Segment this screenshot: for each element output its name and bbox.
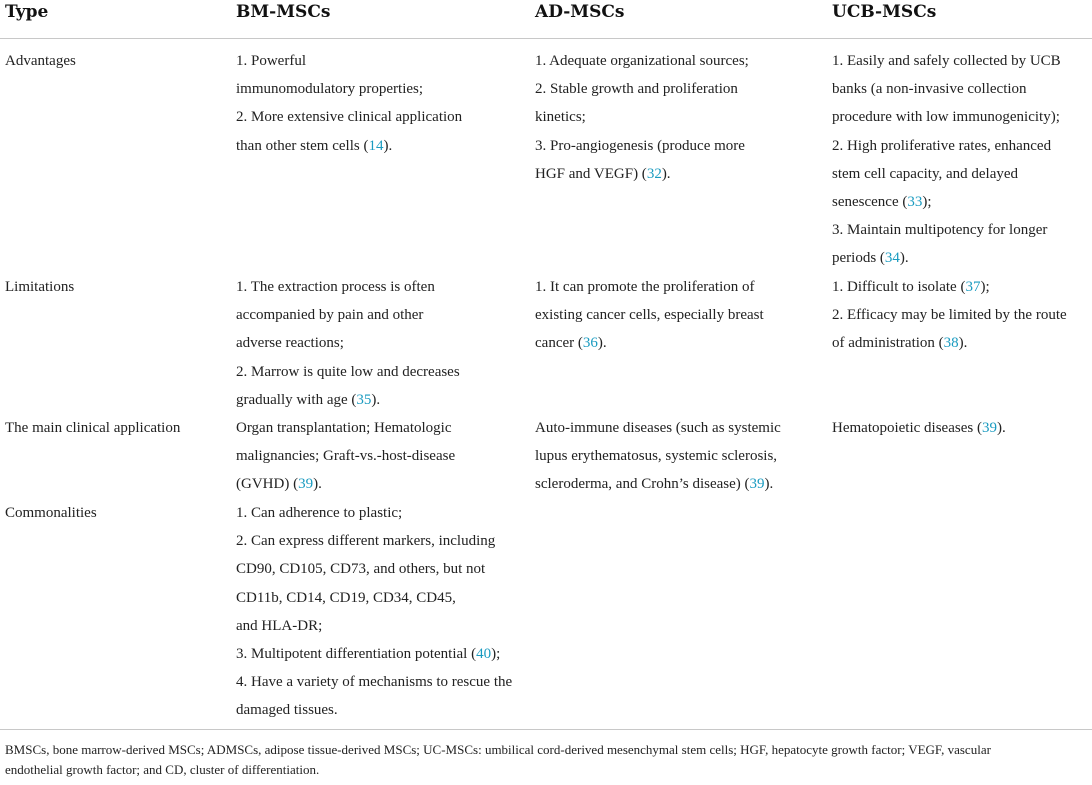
cell-advantages-ucb-mscs [832,47,1061,273]
text-segment: 4. Have a variety of mechanisms to rescue the [236,674,513,691]
text-segment: scleroderma, and Crohn’s disease) ( [535,476,750,493]
reference-link[interactable]: 33 [907,194,923,211]
table-header-row [0,0,1092,40]
cell-text-line [236,527,512,555]
cell-advantages-ad-mscs [535,47,749,188]
text-segment: Auto-immune diseases (such as systemic [535,420,781,436]
reference-link[interactable]: 32 [646,165,662,182]
cell-clinical-bm-mscs [236,414,455,499]
cell-text-line [832,414,1006,442]
reference-link[interactable]: 39 [298,476,314,493]
text-segment: kinetics; [535,109,586,126]
cell-text-line [832,188,1061,216]
text-segment: malignancies; Graft-vs.-host-disease [236,448,456,465]
text-segment: ). [958,335,968,352]
text-segment: ). [597,335,607,352]
footer-rule [0,729,1092,730]
cell-text-line [236,696,512,724]
cell-text-line [236,301,460,329]
cell-text-line [236,640,512,668]
footnote-line: endothelial growth factor; and CD, cluster of differentiation. [5,762,320,777]
reference-link[interactable]: 39 [981,420,997,436]
cell-limitations-ad-mscs [535,273,764,358]
cell-text-line [832,244,1061,272]
text-segment: of administration ( [832,335,944,352]
cell-text-line [535,329,764,357]
cell-text-line [236,612,512,640]
cell-clinical-ad-mscs [535,414,781,499]
row-label-advantages: Advantages [5,53,76,69]
reference-link[interactable]: 34 [884,250,900,267]
cell-text-line [236,75,462,103]
text-segment: ). [764,476,774,493]
cell-text-line [236,358,460,386]
cell-text-line [832,132,1061,160]
text-segment: HGF and VEGF) ( [535,165,647,182]
text-segment: 2. Can express different markers, including [236,533,496,550]
cell-text-line [832,301,1067,329]
cell-text-line [236,47,462,75]
text-segment: procedure with low immunogenicity); [832,109,1060,126]
header-rule [0,38,1092,39]
reference-link[interactable]: 38 [943,335,959,352]
cell-text-line [236,668,512,696]
cell-text-line [236,329,460,357]
text-segment: ); [922,194,932,211]
text-segment: CD90, CD105, CD73, and others, but not [236,561,486,578]
text-segment: 3. Multipotent differentiation potential ( [236,646,477,663]
reference-link[interactable]: 14 [368,137,384,154]
text-segment: 1. Easily and safely collected by UCB [832,53,1061,69]
header-ad-mscs: AD-MSCs [535,2,625,22]
cell-text-line [832,273,1067,301]
cell-text-line [832,216,1061,244]
text-segment: 2. More extensive clinical application [236,109,463,126]
text-segment: ). [661,165,671,182]
cell-commonalities [236,499,512,725]
text-segment: 2. High proliferative rates, enhanced [832,137,1052,154]
reference-link[interactable]: 39 [749,476,765,493]
cell-text-line [832,160,1061,188]
text-segment: ); [491,646,501,663]
text-segment: damaged tissues. [236,702,338,719]
text-segment: 1. Adequate organizational sources; [535,53,749,69]
text-segment: 1. Difficult to isolate ( [832,279,966,295]
cell-text-line [236,386,460,414]
cell-text-line [535,103,749,131]
footnote-line: BMSCs, bone marrow-derived MSCs; ADMSCs, adipose tissue-derived MSCs; UC-MSCs: umbilical cord-derived mesenchymal stem cells; HGF, hepatocyte growth factor; VEGF, vascular [5,742,991,757]
text-segment: 1. Powerful [236,53,306,69]
cell-text-line [535,47,749,75]
cell-text-line [236,273,460,301]
cell-text-line [535,75,749,103]
cell-text-line [535,442,781,470]
cell-text-line [535,470,781,498]
text-segment: ). [313,476,322,493]
text-segment: 1. The extraction process is often [236,279,435,295]
header-ucb-mscs: UCB-MSCs [832,2,937,22]
text-segment: Organ transplantation; Hematologic [236,420,452,436]
cell-text-line [236,414,455,442]
text-segment: ). [383,137,393,154]
text-segment: (GVHD) ( [236,476,299,493]
text-segment: 3. Maintain multipotency for longer [832,222,1048,239]
text-segment: immunomodulatory properties; [236,81,424,98]
text-segment: lupus erythematosus, systemic sclerosis, [535,448,778,465]
cell-text-line [236,555,512,583]
text-segment: periods ( [832,250,885,267]
cell-text-line [236,470,455,498]
cell-text-line [236,499,512,527]
cell-text-line [535,414,781,442]
text-segment: gradually with age ( [236,391,357,408]
text-segment: than other stem cells ( [236,137,369,154]
text-segment: Hematopoietic diseases ( [832,420,982,436]
cell-text-line [832,47,1061,75]
cell-text-line [832,329,1067,357]
header-type: Type [5,2,49,22]
reference-link[interactable]: 37 [965,279,981,295]
text-segment: 2. Efficacy may be limited by the route [832,307,1067,324]
text-segment: 1. It can promote the proliferation of [535,279,755,295]
text-segment: ). [996,420,1006,436]
cell-text-line [535,273,764,301]
text-segment: cancer ( [535,335,583,352]
cell-advantages-bm-mscs [236,47,462,160]
text-segment: banks (a non-invasive collection [832,81,1027,98]
text-segment: adverse reactions; [236,335,344,352]
text-segment: senescence ( [832,194,908,211]
text-segment: CD11b, CD14, CD19, CD34, CD45, [236,589,456,606]
text-segment: and HLA-DR; [236,617,323,634]
cell-text-line [535,132,749,160]
cell-clinical-ucb-mscs [832,414,1006,442]
cell-text-line [832,103,1061,131]
text-segment: 1. Can adherence to plastic; [236,505,403,521]
row-label-commonalities: Commonalities [5,505,97,521]
row-label-limitations: Limitations [5,279,75,295]
text-segment: ); [980,279,990,295]
text-segment: stem cell capacity, and delayed [832,165,1019,182]
text-segment: 2. Marrow is quite low and decreases [236,363,460,380]
text-segment: ). [899,250,909,267]
text-segment: ). [371,391,381,408]
text-segment: 2. Stable growth and proliferation [535,81,738,98]
cell-text-line [236,584,512,612]
reference-link[interactable]: 36 [582,335,598,352]
cell-text-line [236,132,462,160]
reference-link[interactable]: 40 [476,646,492,663]
cell-text-line [832,75,1061,103]
cell-limitations-ucb-mscs [832,273,1067,358]
table-footnote [5,740,1087,780]
cell-text-line [236,442,455,470]
header-bm-mscs: BM-MSCs [236,2,331,22]
text-segment: accompanied by pain and other [236,307,424,324]
text-segment: existing cancer cells, especially breast [535,307,764,324]
cell-limitations-bm-mscs [236,273,460,414]
cell-text-line [535,160,749,188]
row-label-main-clinical-application: The main clinical application [5,420,181,436]
text-segment: 3. Pro-angiogenesis (produce more [535,137,745,154]
reference-link[interactable]: 35 [356,391,372,408]
cell-text-line [236,103,462,131]
cell-text-line [535,301,764,329]
